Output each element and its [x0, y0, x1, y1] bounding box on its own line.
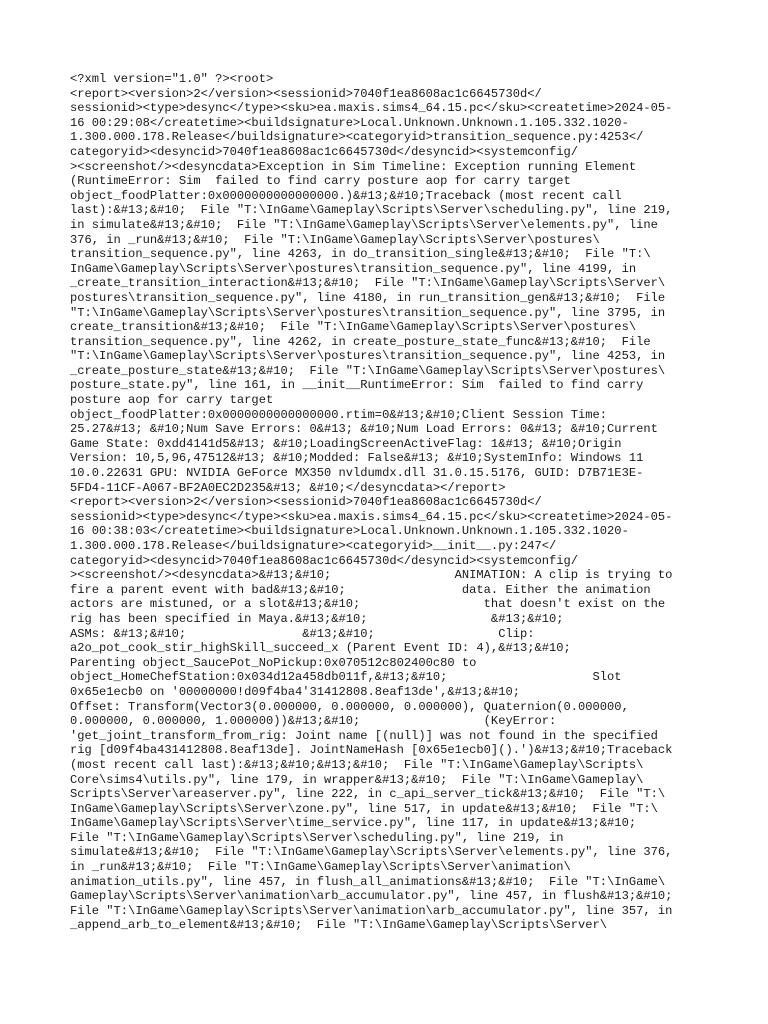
text-line: Gameplay\Scripts\Server\animation\arb_accumulator.py", line 457, in flush&#13;&#10; [70, 889, 673, 904]
text-line: InGame\Gameplay\Scripts\Server\zone.py", line 517, in update&#13;&#10; File "T:\ [70, 801, 658, 816]
text-line: ><screenshot/><desyncdata>&#13;&#10; ANIMATION: A clip is trying to [70, 568, 673, 583]
text-line: Offset: Transform(Vector3(0.000000, 0.000000, 0.000000), Quaternion(0.000000, [70, 699, 629, 714]
text-line: 1.300.000.178.Release</buildsignature><categoryid>__init__.py:247</ [70, 539, 557, 553]
text-line: Core\sims4\utils.py", line 179, in wrapper&#13;&#10; File "T:\InGame\Gameplay\ [70, 772, 644, 787]
text-line: _create_posture_state&#13;&#10; File "T:\InGame\Gameplay\Scripts\Server\postures\ [70, 363, 666, 378]
text-line: rig has been specified in Maya.&#13;&#10; &#13;&#10; [70, 611, 564, 626]
text-line: object_foodPlatter:0x0000000000000000.rtim=0&#13;&#10;Client Session Time: [70, 407, 608, 422]
text-line: a2o_pot_cook_stir_highSkill_succeed_x (Parent Event ID: 4),&#13;&#10; [70, 641, 571, 656]
text-line: Scripts\Server\areaserver.py", line 222, in c_api_server_tick&#13;&#10; File "T:\ [70, 787, 666, 802]
text-line: categoryid><desyncid>7040f1ea8608ac1c6645730d</desyncid><systemconfig/ [70, 553, 579, 568]
text-line: posture_state.py", line 161, in __init__RuntimeError: Sim failed to find carry [70, 378, 644, 393]
text-line: fire a parent event with bad&#13;&#10; data. Either the animation [70, 582, 651, 597]
text-line: 5FD4-11CF-A067-BF2A0EC2D235&#13; &#10;</desyncdata></report> [70, 480, 506, 495]
text-line: create_transition&#13;&#10; File "T:\InGame\Gameplay\Scripts\Server\postures\ [70, 320, 637, 335]
text-line: <report><version>2</version><sessionid>7040f1ea8608ac1c6645730d</ [70, 495, 542, 510]
text-line: object_foodPlatter:0x0000000000000000.)&#13;&#10;Traceback (most recent call [70, 188, 622, 203]
text-line: ><screenshot/><desyncdata>Exception in Sim Timeline: Exception running Element [70, 159, 637, 174]
text-line: sessionid><type>desync</type><sku>ea.maxis.sims4_64.15.pc</sku><createtime>2024-05- [70, 509, 673, 524]
text-line: (RuntimeError: Sim failed to find carry posture aop for carry target [70, 174, 571, 189]
text-line: Game State: 0xdd4141d5&#13; &#10;LoadingScreenActiveFlag: 1&#13; &#10;Origin [70, 436, 622, 451]
text-line: InGame\Gameplay\Scripts\Server\time_service.py", line 117, in update&#13;&#10; [70, 816, 637, 831]
text-line: in simulate&#13;&#10; File "T:\InGame\Gameplay\Scripts\Server\elements.py", line [70, 217, 658, 232]
text-line: ASMs: &#13;&#10; &#13;&#10; Clip: [70, 626, 535, 641]
text-line: postures\transition_sequence.py", line 4180, in run_transition_gen&#13;&#10; File [70, 290, 666, 305]
text-line: 0.000000, 0.000000, 1.000000))&#13;&#10; (KeyError: [70, 714, 557, 729]
text-line: animation_utils.py", line 457, in flush_all_animations&#13;&#10; File "T:\InGame\ [70, 874, 666, 889]
text-line: InGame\Gameplay\Scripts\Server\postures\transition_sequence.py", line 4199, in [70, 261, 637, 276]
text-line: sessionid><type>desync</type><sku>ea.maxis.sims4_64.15.pc</sku><createtime>2024-05- [70, 101, 673, 116]
text-line: object_HomeChefStation:0x034d12a458db011f,&#13;&#10; Slot [70, 670, 622, 685]
text-line: _append_arb_to_element&#13;&#10; File "T:\InGame\Gameplay\Scripts\Server\ [70, 918, 608, 933]
text-line: File "T:\InGame\Gameplay\Scripts\Server\animation\arb_accumulator.py", line 357, in [70, 903, 673, 918]
text-line: Version: 10,5,96,47512&#13; &#10;Modded: False&#13; &#10;SystemInfo: Windows 11 [70, 451, 644, 466]
text-line: categoryid><desyncid>7040f1ea8608ac1c6645730d</desyncid><systemconfig/ [70, 144, 579, 159]
text-line: 25.27&#13; &#10;Num Save Errors: 0&#13; &#10;Num Load Errors: 0&#13; &#10;Current [70, 422, 658, 437]
text-line: transition_sequence.py", line 4263, in do_transition_single&#13;&#10; File "T:\ [70, 247, 651, 262]
text-line: 16 00:29:08</createtime><buildsignature>Local.Unknown.Unknown.1.105.332.1020- [70, 115, 629, 130]
text-line: 376, in _run&#13;&#10; File "T:\InGame\Gameplay\Scripts\Server\postures\ [70, 232, 600, 247]
text-line: last):&#13;&#10; File "T:\InGame\Gameplay\Scripts\Server\scheduling.py", line 219, [70, 203, 673, 218]
text-line: simulate&#13;&#10; File "T:\InGame\Gameplay\Scripts\Server\elements.py", line 376, [70, 845, 673, 860]
text-line: <?xml version="1.0" ?><root> [70, 72, 274, 86]
text-line: 'get_joint_transform_from_rig: Joint name [(null)] was not found in the specified [70, 728, 658, 743]
text-line: (most recent call last):&#13;&#10;&#13;&#10; File "T:\InGame\Gameplay\Scripts\ [70, 757, 644, 772]
text-line: 16 00:38:03</createtime><buildsignature>Local.Unknown.Unknown.1.105.332.1020- [70, 524, 629, 539]
text-line: File "T:\InGame\Gameplay\Scripts\Server\scheduling.py", line 219, in [70, 830, 564, 845]
text-line: in _run&#13;&#10; File "T:\InGame\Gameplay\Scripts\Server\animation\ [70, 860, 571, 875]
text-line: 0x65e1ecb0 on '00000000!d09f4ba4'31412808.8eaf13de',&#13;&#10; [70, 684, 520, 699]
log-text-block [70, 72, 710, 933]
text-line: 10.0.22631 GPU: NVIDIA GeForce MX350 nvldumdx.dll 31.0.15.5176, GUID: D7B71E3E- [70, 466, 644, 481]
text-line: "T:\InGame\Gameplay\Scripts\Server\postures\transition_sequence.py", line 3795, in [70, 305, 666, 320]
text-line: Parenting object_SaucePot_NoPickup:0x070512c802400c80 to [70, 655, 477, 670]
text-line: actors are mistuned, or a slot&#13;&#10; that doesn't exist on the [70, 597, 666, 612]
text-line: transition_sequence.py", line 4262, in create_posture_state_func&#13;&#10; File [70, 334, 651, 349]
text-line: 1.300.000.178.Release</buildsignature><categoryid>transition_sequence.py:4253</ [70, 130, 644, 145]
text-line: "T:\InGame\Gameplay\Scripts\Server\postures\transition_sequence.py", line 4253, in [70, 349, 666, 364]
text-line: _create_transition_interaction&#13;&#10; File "T:\InGame\Gameplay\Scripts\Server\ [70, 276, 666, 291]
text-line: posture aop for carry target [70, 393, 274, 408]
text-line: rig [d09f4ba431412808.8eaf13de]. JointNameHash [0x65e1ecb0]().')&#13;&#10;Traceback [70, 743, 673, 758]
text-line: <report><version>2</version><sessionid>7040f1ea8608ac1c6645730d</ [70, 86, 542, 101]
